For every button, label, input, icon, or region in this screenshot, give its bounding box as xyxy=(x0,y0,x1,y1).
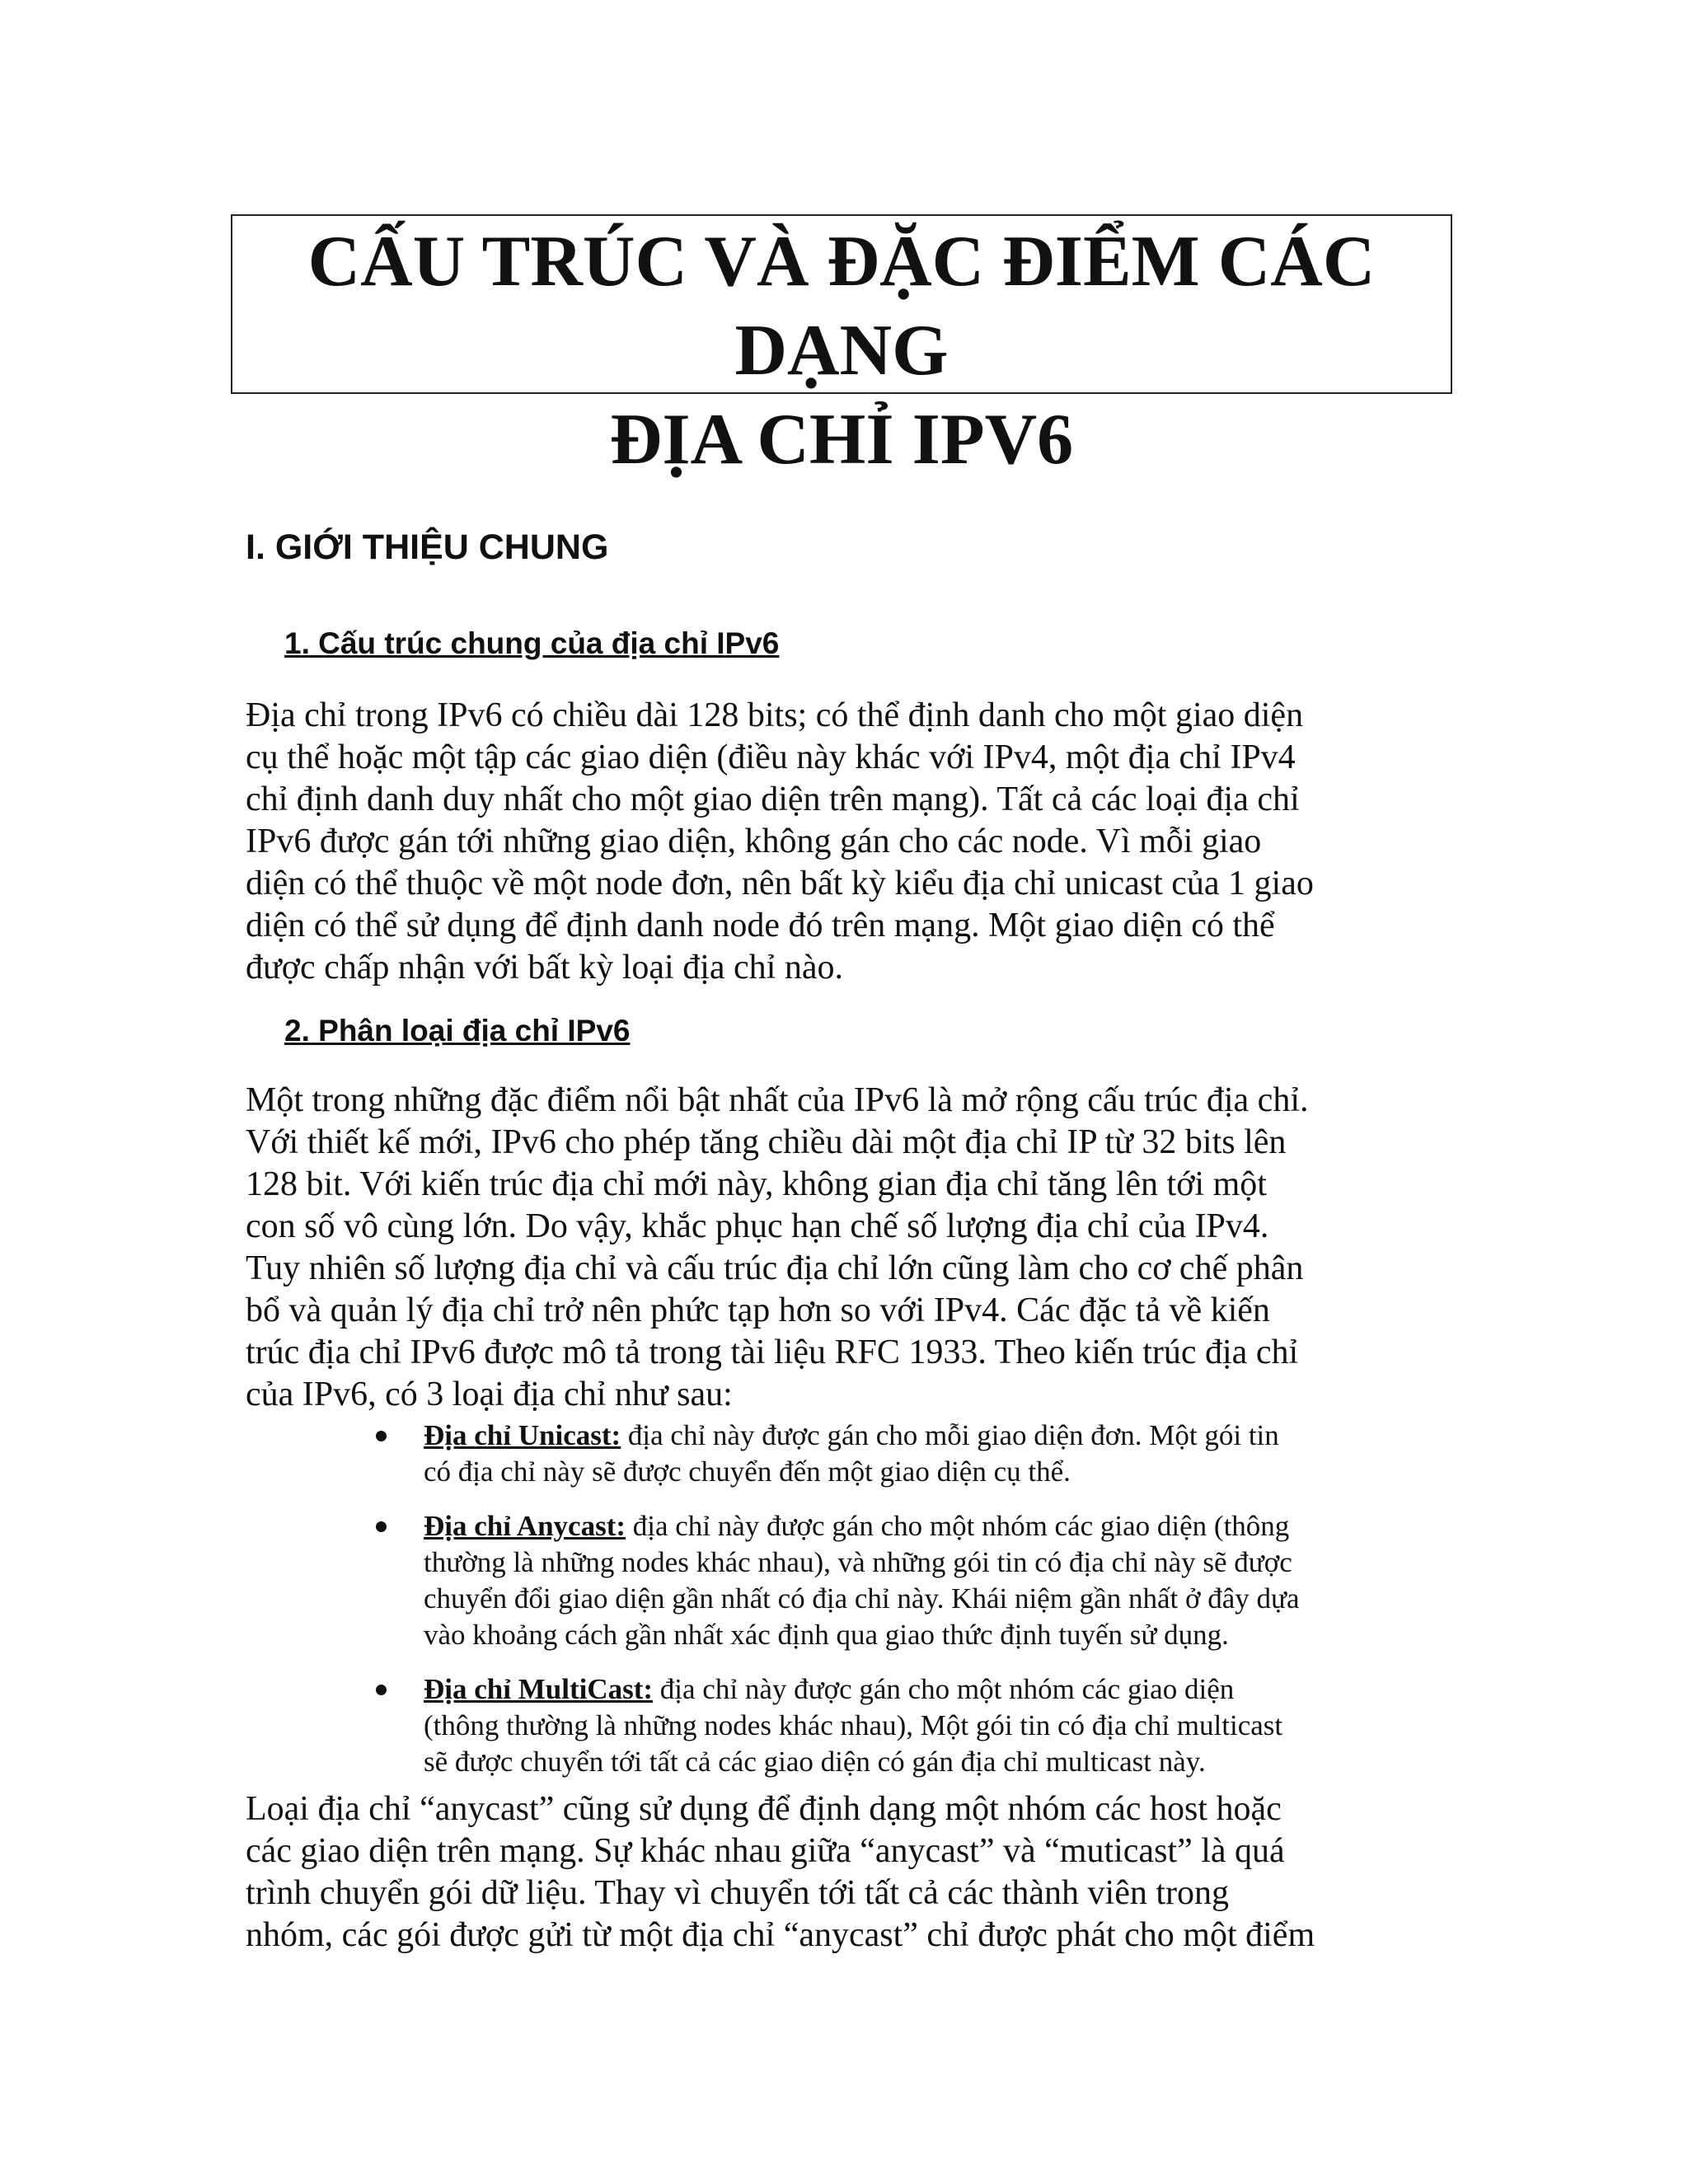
text-line: Tuy nhiên số lượng địa chỉ và cấu trúc địa chỉ lớn cũng làm cho cơ chế phân xyxy=(246,1249,1304,1287)
text-line: cụ thể hoặc một tập các giao diện (điều này khác với IPv4, một địa chỉ IPv4 xyxy=(246,738,1296,776)
address-type-list xyxy=(371,1418,1451,1798)
text-line: diện có thể thuộc về một node đơn, nên bất kỳ kiểu địa chỉ unicast của 1 giao xyxy=(246,865,1314,902)
document-title xyxy=(231,214,1452,480)
text-line: vào khoảng cách gần nhất xác định qua giao thức định tuyến sử dụng. xyxy=(424,1619,1229,1651)
bullet-icon xyxy=(376,1521,387,1532)
bullet-term: Địa chỉ MultiCast: xyxy=(424,1673,654,1705)
text-line: trình chuyển gói dữ liệu. Thay vì chuyển tới tất cả các thành viên trong xyxy=(246,1874,1230,1912)
text-line: nhóm, các gói được gửi từ một địa chỉ “anycast” chỉ được phát cho một điểm xyxy=(246,1916,1315,1954)
text-line: Địa chỉ trong IPv6 có chiều dài 128 bits; có thể định danh cho một giao diện xyxy=(246,696,1304,734)
closing-paragraph xyxy=(246,1788,1449,1957)
text-line: thường là những nodes khác nhau), và những gói tin có địa chỉ này sẽ được xyxy=(424,1546,1292,1578)
bullet-icon xyxy=(376,1431,387,1441)
text-line xyxy=(424,1671,1451,1708)
text-line xyxy=(424,1508,1451,1544)
text-line: có địa chỉ này sẽ được chuyển đến một giao diện cụ thể. xyxy=(424,1455,1071,1488)
text-line: chuyển đổi giao diện gần nhất có địa chỉ này. Khái niệm gần nhất ở đây dựa xyxy=(424,1582,1300,1615)
list-item xyxy=(371,1508,1451,1653)
text-line: IPv6 được gán tới những giao diện, không gán cho các node. Vì mỗi giao xyxy=(246,823,1262,860)
text-line: con số vô cùng lớn. Do vậy, khắc phục hạn chế số lượng địa chỉ của IPv4. xyxy=(246,1207,1269,1245)
text-line: diện có thể sử dụng để định danh node đó trên mạng. Một giao diện có thể xyxy=(246,907,1275,944)
text-line: 128 bit. Với kiến trúc địa chỉ mới này, không gian địa chỉ tăng lên tới một xyxy=(246,1165,1267,1203)
text-line: Với thiết kế mới, IPv6 cho phép tăng chiều dài một địa chỉ IP từ 32 bits lên xyxy=(246,1123,1287,1161)
text-line xyxy=(424,1418,1451,1454)
text-line: trúc địa chỉ IPv6 được mô tả trong tài liệu RFC 1933. Theo kiến trúc địa chỉ xyxy=(246,1333,1299,1371)
bullet-text: địa chỉ này được gán cho một nhóm các giao diện (thông xyxy=(626,1510,1290,1542)
list-item xyxy=(371,1671,1451,1780)
text-line: sẽ được chuyển tới tất cả các giao diện có gán địa chỉ multicast này. xyxy=(424,1746,1206,1778)
list-item xyxy=(371,1418,1451,1490)
subsection-1-heading: 1. Cấu trúc chung của địa chỉ IPv6 xyxy=(284,626,780,660)
subsection-1-paragraph xyxy=(246,695,1449,989)
text-line: của IPv6, có 3 loại địa chỉ như sau: xyxy=(246,1376,733,1413)
text-line: các giao diện trên mạng. Sự khác nhau giữa “anycast” và “muticast” là quá xyxy=(246,1832,1285,1870)
subsection-2-paragraph xyxy=(246,1080,1449,1416)
text-line: Một trong những đặc điểm nổi bật nhất của IPv6 là mở rộng cấu trúc địa chỉ. xyxy=(246,1081,1309,1119)
bullet-text: địa chỉ này được gán cho mỗi giao diện đơn. Một gói tin xyxy=(621,1419,1279,1451)
bullet-text: địa chỉ này được gán cho một nhóm các giao diện xyxy=(653,1673,1235,1705)
bullet-term: Địa chỉ Unicast: xyxy=(424,1419,621,1451)
title-line: CẤU TRÚC VÀ ĐẶC ĐIỂM CÁC DẠNG xyxy=(307,222,1376,391)
subsection-2-heading: 2. Phân loại địa chỉ IPv6 xyxy=(284,1014,631,1047)
text-line: bổ và quản lý địa chỉ trở nên phức tạp hơn so với IPv4. Các đặc tả về kiến xyxy=(246,1291,1270,1329)
text-line: được chấp nhận với bất kỳ loại địa chỉ nào. xyxy=(246,949,843,987)
text-line: chỉ định danh duy nhất cho một giao diện trên mạng). Tất cả các loại địa chỉ xyxy=(246,780,1300,818)
title-line: ĐỊA CHỈ IPV6 xyxy=(609,400,1074,480)
text-line: (thông thường là những nodes khác nhau), Một gói tin có địa chỉ multicast xyxy=(424,1709,1283,1741)
bullet-icon xyxy=(376,1685,387,1695)
section-heading: I. GIỚI THIỆU CHUNG xyxy=(246,527,609,567)
text-line: Loại địa chỉ “anycast” cũng sử dụng để định dạng một nhóm các host hoặc xyxy=(246,1790,1282,1828)
bullet-term: Địa chỉ Anycast: xyxy=(424,1510,626,1542)
